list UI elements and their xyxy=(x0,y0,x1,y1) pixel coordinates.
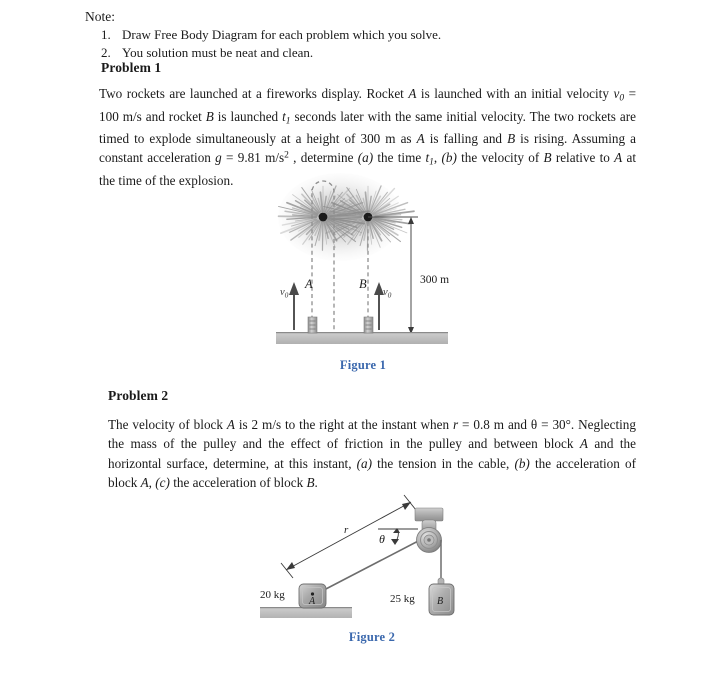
p2-block-a: A xyxy=(226,417,235,432)
p1-seg-14: at the time of the explosion. xyxy=(99,150,636,188)
p2-part-b: (b) xyxy=(514,455,530,471)
p1-g-symbol: g xyxy=(215,150,222,166)
p2-seg-2: is 2 m/s to the right at the instant when xyxy=(234,417,453,432)
p1-seg-10: the time xyxy=(373,150,426,166)
p1-g-superscript: 2 xyxy=(284,150,289,161)
figure-2 xyxy=(252,492,492,652)
figure2-block-b-label: B xyxy=(437,596,444,607)
p1-t-subscript: 1 xyxy=(285,116,291,127)
p1-seg-12: the velocity of xyxy=(456,150,544,166)
p2-theta-symbol: θ xyxy=(530,417,538,432)
p1-b-3: B xyxy=(543,150,552,166)
p1-seg-9: , determine xyxy=(288,150,358,166)
figure2-label-r: r xyxy=(344,524,349,536)
p1-a-3: A xyxy=(614,150,623,166)
p1-t-symbol: t xyxy=(282,108,286,124)
p1-seg-7: is rising. Assuming a constant acceleration xyxy=(99,131,637,166)
ground-strip xyxy=(276,332,448,344)
p1-t-symbol-2: t xyxy=(425,150,430,166)
p2-b-2: B xyxy=(306,474,315,490)
p1-seg-6: is falling and xyxy=(424,131,508,147)
pulley-mount-block xyxy=(415,508,443,521)
figure1-dimension-label: 300 m xyxy=(420,274,450,286)
figure1-label-a: A xyxy=(305,277,313,291)
p1-a-2: A xyxy=(416,131,425,147)
problem-2-text xyxy=(108,415,636,492)
p1-seg-2: is launched with an initial velocity xyxy=(416,86,614,101)
angle-arrow-down xyxy=(391,539,399,545)
figure2-block-a-label: A xyxy=(309,596,316,607)
dimension-arrow-top xyxy=(408,217,414,224)
p1-seg-13: relative to xyxy=(551,150,615,166)
figure2-mass-a: 20 kg xyxy=(260,589,285,601)
figure2-mass-b: 25 kg xyxy=(390,593,415,605)
figure-2-caption: Figure 2 xyxy=(348,630,396,644)
figure2-label-theta: θ xyxy=(379,532,385,546)
note-item-2-number: 2. xyxy=(101,45,111,61)
p2-seg-1: The velocity of block xyxy=(108,417,227,432)
note-item-2 xyxy=(101,44,621,62)
p1-part-a: (a) xyxy=(357,150,374,166)
note-list xyxy=(101,26,621,63)
p1-seg-1: Two rockets are launched at a fireworks display. Rocket xyxy=(99,86,409,101)
figure-1-caption: Figure 1 xyxy=(339,358,387,372)
p2-seg-7: the acceleration of block xyxy=(108,455,636,490)
explosion-point-a xyxy=(319,213,328,222)
note-item-1 xyxy=(101,26,621,44)
p1-seg-4: is launched xyxy=(213,108,283,124)
dimension-arrow-r-left xyxy=(286,562,295,570)
cable-a-to-pulley xyxy=(322,538,424,591)
p1-t-subscript-2: 1 xyxy=(429,157,434,168)
dimension-arrow-r-right xyxy=(402,502,411,510)
p2-seg-8: , xyxy=(148,474,156,490)
p2-seg-5: and the horizontal surface, determine, at this instant, xyxy=(108,436,636,471)
p1-rocket-b: B xyxy=(205,108,214,124)
p2-r-symbol: r xyxy=(453,417,459,432)
p2-a-3: A xyxy=(140,474,149,490)
p2-a-2: A xyxy=(579,436,588,452)
pulley-axle xyxy=(427,538,431,542)
p2-seg-9: the acceleration of block xyxy=(169,474,307,490)
note-item-1-text: Draw Free Body Diagram for each problem which you solve. xyxy=(122,27,442,42)
p1-seg-11: , xyxy=(433,150,442,166)
p1-v-subscript: 0 xyxy=(619,93,625,104)
p1-b-2: B xyxy=(507,131,516,147)
p2-seg-3: = 0.8 m and xyxy=(458,417,531,432)
launch-tube-b xyxy=(364,317,373,333)
figure-1-diagram xyxy=(268,162,458,357)
problem-2-heading: Problem 2 xyxy=(108,388,169,403)
block-b-hook xyxy=(438,578,444,584)
p2-seg-6: the tension in the cable, xyxy=(372,455,515,471)
note-item-1-number: 1. xyxy=(101,27,111,42)
p1-seg-8: = 9.81 m/s xyxy=(221,150,285,166)
dimension-line-r xyxy=(286,502,411,570)
p2-seg-4: = 30°. Neglecting the mass of the pulley and the effect of friction in the pulley and between block xyxy=(108,417,636,452)
p1-part-b: (b) xyxy=(441,150,457,166)
note-label: Note: xyxy=(85,9,115,24)
p1-v-symbol: v xyxy=(613,86,620,101)
figure1-velocity-b: $v_0$ xyxy=(383,287,392,300)
ground-strip-2 xyxy=(260,607,352,618)
p2-seg-10: . xyxy=(314,474,318,490)
figure1-label-b: B xyxy=(359,277,367,291)
figure1-velocity-a: $v_0$ xyxy=(280,287,289,300)
p1-rocket-a: A xyxy=(408,86,417,101)
velocity-arrow-a-head xyxy=(289,282,299,295)
launch-tube-a xyxy=(308,317,317,333)
figure-2-diagram xyxy=(252,492,492,632)
p2-part-c: (c) xyxy=(155,474,170,490)
note-item-2-text: You solution must be neat and clean. xyxy=(122,45,314,61)
figure-1 xyxy=(268,162,458,380)
p1-seg-3: = 100 m/s and rocket xyxy=(99,86,637,124)
p1-seg-5: seconds later with the same initial velocity. The two rockets are timed to explode simultaneously at a height of 300 m as xyxy=(99,108,637,147)
problem-1-heading: Problem 1 xyxy=(101,60,162,75)
p2-part-a: (a) xyxy=(356,455,373,471)
